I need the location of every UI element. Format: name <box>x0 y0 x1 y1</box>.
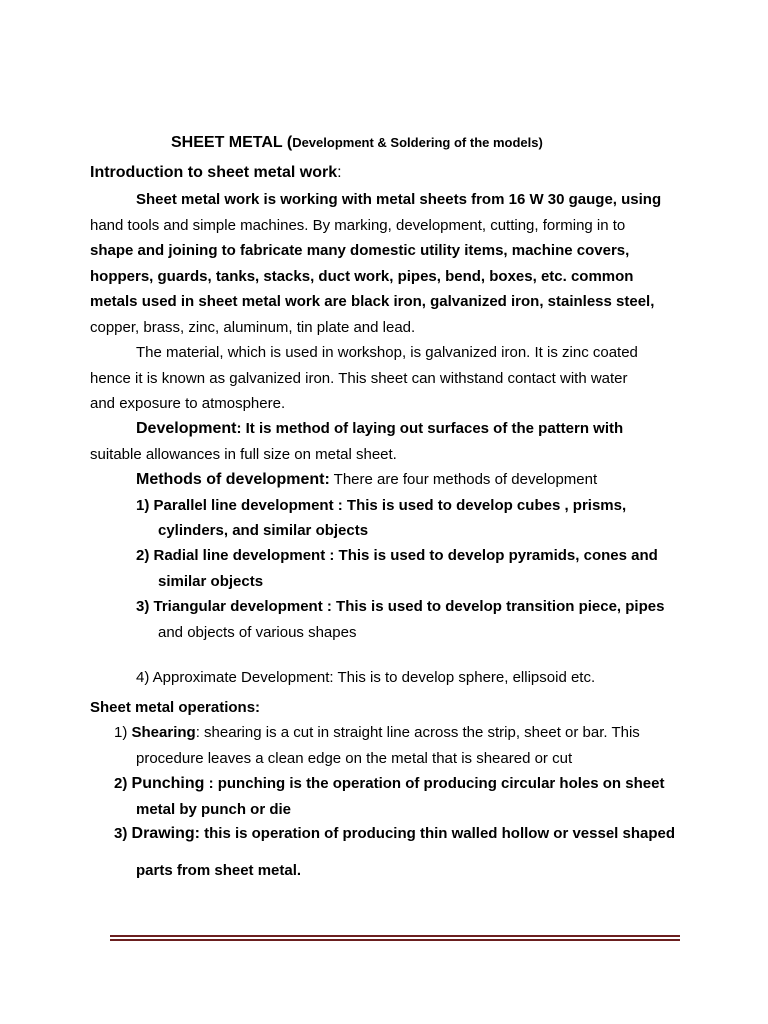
intro-line-3: shape and joining to fabricate many domestic utility items, machine covers, <box>90 242 630 259</box>
development-term: Development <box>136 420 237 437</box>
operation-2-text: : punching is the operation of producing circular holes on sheet <box>204 775 665 792</box>
method-2-line-1: 2) Radial line development : This is used to develop pyramids, cones and <box>136 547 658 564</box>
intro-line-5: metals used in sheet metal work are black iron, galvanized iron, stainless steel, <box>90 293 655 310</box>
operation-1-num: 1) <box>114 724 132 741</box>
operation-1-text: : shearing is a cut in straight line across the strip, sheet or bar. This <box>195 724 640 741</box>
operation-1-line-2: procedure leaves a clean edge on the metal that is sheared or cut <box>136 750 573 767</box>
methods-heading-text: There are four methods of development <box>329 471 598 488</box>
method-3-line-2: and objects of various shapes <box>158 624 357 641</box>
operation-2-line-2: metal by punch or die <box>136 801 292 818</box>
intro-line-6: copper, brass, zinc, aluminum, tin plate and lead. <box>90 319 416 336</box>
method-3-line-1: 3) Triangular development : This is used to develop transition piece, pipes <box>136 598 665 615</box>
footer-rule-bottom <box>110 939 680 941</box>
methods-heading-label: Methods of development: <box>136 471 330 488</box>
intro-line-2: hand tools and simple machines. By marking, development, cutting, forming in to <box>90 217 626 234</box>
development-definition-cont: suitable allowances in full size on metal sheet. <box>90 446 397 463</box>
method-1-line-2: cylinders, and similar objects <box>158 522 369 539</box>
method-1-line-1: 1) Parallel line development : This is used to develop cubes , prisms, <box>136 497 627 514</box>
method-4-line-1: 4) Approximate Development: This is to develop sphere, ellipsoid etc. <box>136 669 596 686</box>
intro-line-1: Sheet metal work is working with metal sheets from 16 W 30 gauge, using <box>136 191 662 208</box>
operation-1-line-1 <box>114 725 640 740</box>
method-2-line-2: similar objects <box>158 573 264 590</box>
operation-2-term: Punching <box>131 775 205 792</box>
page-title <box>171 135 543 151</box>
operation-2-num: 2) <box>114 775 132 792</box>
methods-heading <box>136 472 597 488</box>
development-definition-text: : It is method of laying out surfaces of the pattern with <box>236 420 624 437</box>
operation-3-line-2: parts from sheet metal. <box>136 862 302 879</box>
intro-line-4: hoppers, guards, tanks, stacks, duct work, pipes, bend, boxes, etc. common <box>90 268 634 285</box>
operation-3-term: Drawing: <box>131 825 200 842</box>
operation-3-text: this is operation of producing thin walled hollow or vessel shaped <box>199 825 676 842</box>
title-close: ) <box>538 135 543 150</box>
title-main: SHEET METAL ( <box>171 134 293 151</box>
operation-2-line-1 <box>114 776 664 792</box>
intro-heading-colon: : <box>337 164 342 181</box>
intro-heading-text: Introduction to sheet metal work <box>90 164 338 181</box>
operations-heading: Sheet metal operations: <box>90 699 261 716</box>
footer-rule-top <box>110 935 680 937</box>
operation-3-num: 3) <box>114 825 132 842</box>
material-line-3: and exposure to atmosphere. <box>90 395 286 412</box>
operation-3-line-1 <box>114 826 675 842</box>
development-definition <box>136 421 623 437</box>
material-line-2: hence it is known as galvanized iron. This sheet can withstand contact with water <box>90 370 628 387</box>
title-subtitle: Development & Soldering of the models <box>292 135 539 150</box>
operation-1-term: Shearing <box>131 724 196 741</box>
material-line-1: The material, which is used in workshop, is galvanized iron. It is zinc coated <box>136 344 638 361</box>
intro-heading <box>90 165 342 181</box>
